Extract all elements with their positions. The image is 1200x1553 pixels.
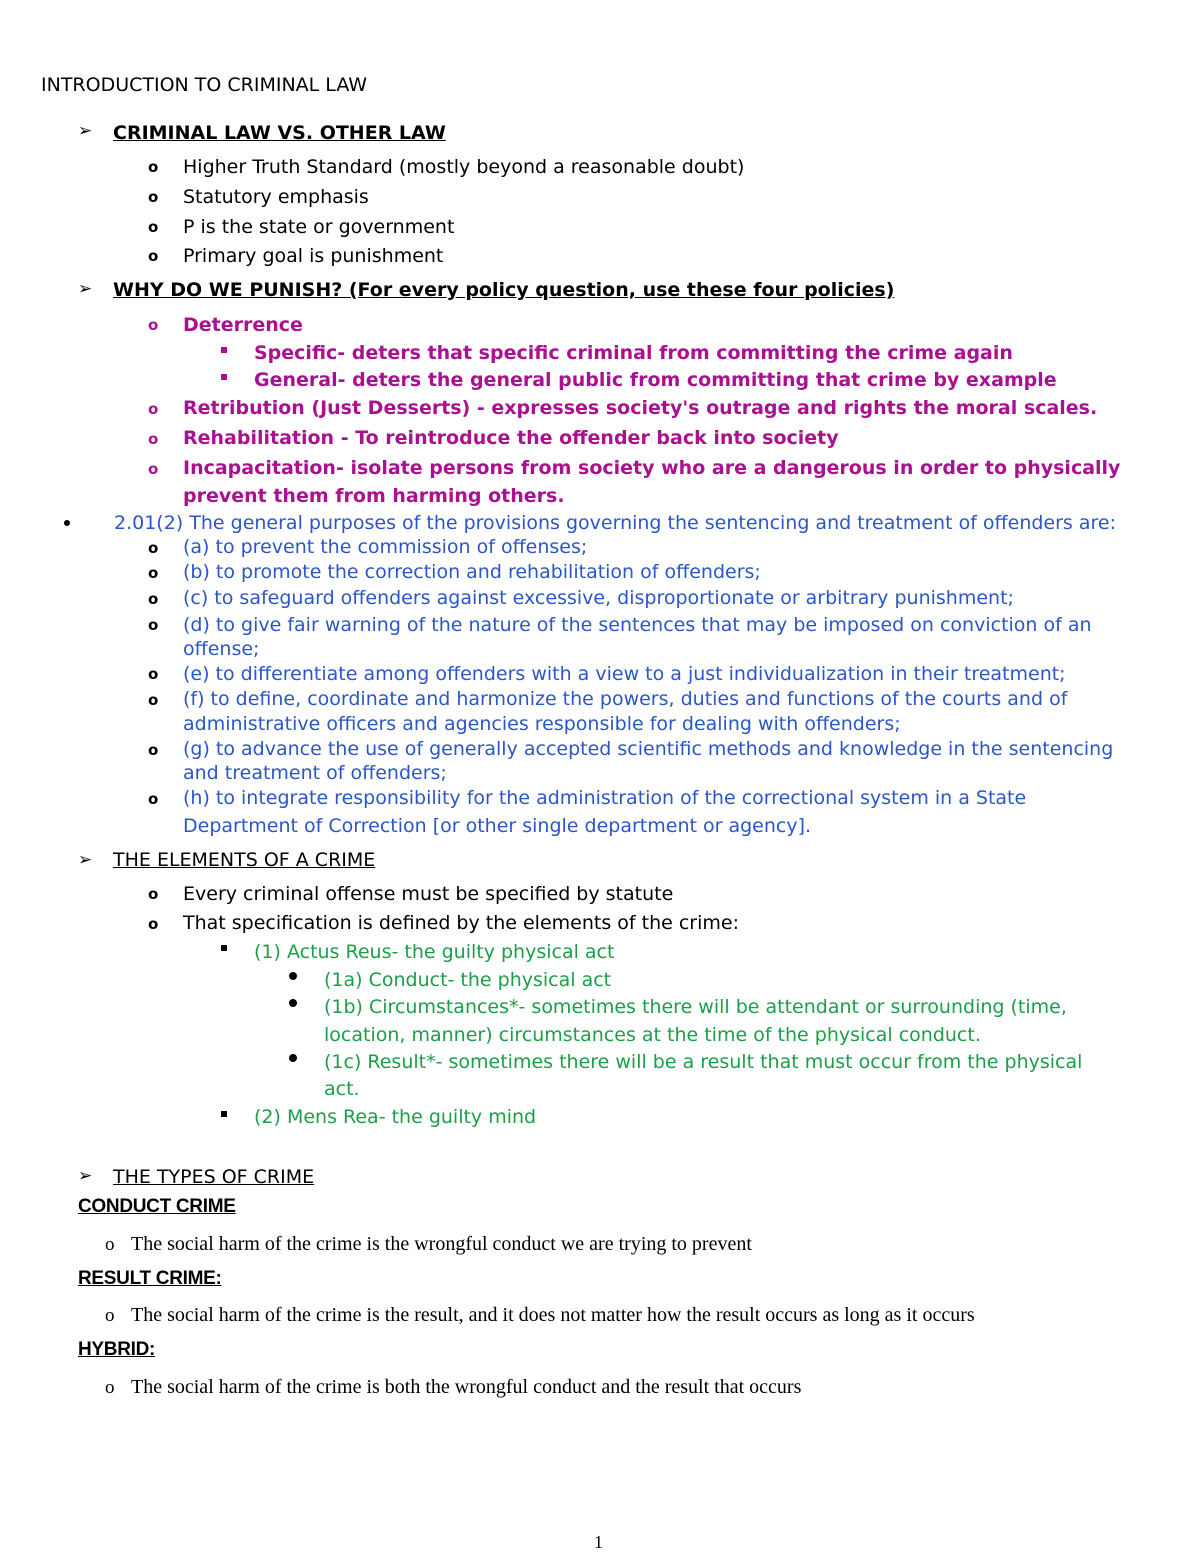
arrow-bullet-icon: ➢ <box>78 121 93 141</box>
list-item-specific: Specific- deters that specific criminal from committing the crime again <box>254 342 1013 364</box>
arrow-bullet-icon: ➢ <box>78 1166 93 1186</box>
list-item-retribution: Retribution (Just Desserts) - expresses society's outrage and rights the moral scales. <box>183 397 1098 419</box>
section-heading-elements: THE ELEMENTS OF A CRIME <box>113 849 376 871</box>
arrow-bullet-icon: ➢ <box>78 850 93 870</box>
o-bullet-icon: o <box>148 885 159 903</box>
mpc-item-cont: and treatment of offenders; <box>183 762 447 784</box>
element-mens-rea: (2) Mens Rea- the guilty mind <box>254 1106 537 1128</box>
element-conduct: (1a) Conduct- the physical act <box>324 969 612 991</box>
list-item-incapacitation-cont: prevent them from harming others. <box>183 485 565 507</box>
element-circumstances-cont: location, manner) circumstances at the time of the physical conduct. <box>324 1024 981 1046</box>
element-result-cont: act. <box>324 1078 360 1100</box>
square-bullet-icon <box>221 374 227 380</box>
list-item-deterrence: Deterrence <box>183 314 303 336</box>
conduct-crime-text: The social harm of the crime is the wrongful conduct we are trying to prevent <box>131 1233 752 1255</box>
conduct-crime-heading: CONDUCT CRIME <box>78 1196 236 1217</box>
round-bullet-icon <box>289 972 297 980</box>
list-item: Every criminal offense must be specified by statute <box>183 883 674 905</box>
o-bullet-icon: o <box>148 691 159 709</box>
page-number: 1 <box>594 1532 603 1552</box>
mpc-item: (h) to integrate responsibility for the administration of the correctional system in a State <box>183 787 1027 809</box>
o-bullet-icon: o <box>148 616 159 634</box>
square-bullet-icon <box>221 945 227 951</box>
o-bullet-icon: o <box>148 400 159 418</box>
o-bullet-icon: o <box>148 430 159 448</box>
mpc-item: (e) to differentiate among offenders with a view to a just individualization in their treatment; <box>183 663 1066 685</box>
round-bullet-icon <box>64 520 70 526</box>
page-title: INTRODUCTION TO CRIMINAL LAW <box>41 74 368 96</box>
o-bullet-icon: o <box>148 460 159 478</box>
list-item-incapacitation: Incapacitation- isolate persons from society who are a dangerous in order to physically <box>183 457 1121 479</box>
o-bullet-icon: o <box>148 564 159 582</box>
square-bullet-icon <box>221 347 227 353</box>
o-bullet-icon: o <box>148 590 159 608</box>
o-bullet-icon: o <box>148 218 159 236</box>
mpc-item-cont: Department of Correction [or other single department or agency]. <box>183 815 812 837</box>
o-bullet-icon: o <box>148 188 159 206</box>
section-heading-types: THE TYPES OF CRIME <box>113 1166 315 1188</box>
list-item: Primary goal is punishment <box>183 245 444 267</box>
o-bullet-icon: o <box>148 158 159 176</box>
mpc-item: (d) to give fair warning of the nature of the sentences that may be imposed on conviction of an <box>183 614 1092 636</box>
list-item: Statutory emphasis <box>183 186 369 208</box>
o-bullet-icon: o <box>105 1234 115 1255</box>
list-item-general: General- deters the general public from committing that crime by example <box>254 369 1057 391</box>
list-item: P is the state or government <box>183 216 455 238</box>
mpc-item-cont: offense; <box>183 638 260 660</box>
mpc-item: (b) to promote the correction and rehabilitation of offenders; <box>183 561 761 583</box>
list-item-rehabilitation: Rehabilitation - To reintroduce the offender back into society <box>183 427 839 449</box>
hybrid-text: The social harm of the crime is both the wrongful conduct and the result that occurs <box>131 1376 802 1398</box>
o-bullet-icon: o <box>105 1377 115 1398</box>
element-actus-reus: (1) Actus Reus- the guilty physical act <box>254 941 615 963</box>
list-item: Higher Truth Standard (mostly beyond a reasonable doubt) <box>183 156 745 178</box>
result-crime-text: The social harm of the crime is the result, and it does not matter how the result occurs as long as it occurs <box>131 1304 975 1326</box>
o-bullet-icon: o <box>148 316 159 334</box>
o-bullet-icon: o <box>148 539 159 557</box>
o-bullet-icon: o <box>148 665 159 683</box>
element-circumstances: (1b) Circumstances*- sometimes there will be attendant or surrounding (time, <box>324 996 1067 1018</box>
square-bullet-icon <box>221 1111 227 1117</box>
o-bullet-icon: o <box>148 247 159 265</box>
o-bullet-icon: o <box>148 915 159 933</box>
mpc-item-cont: administrative officers and agencies responsible for dealing with offenders; <box>183 713 901 735</box>
round-bullet-icon <box>289 1054 297 1062</box>
hybrid-heading: HYBRID: <box>78 1339 156 1360</box>
element-result: (1c) Result*- sometimes there will be a result that must occur from the physical <box>324 1051 1083 1073</box>
round-bullet-icon <box>289 999 297 1007</box>
mpc-item: (g) to advance the use of generally accepted scientific methods and knowledge in the sentencing <box>183 738 1114 760</box>
mpc-intro: 2.01(2) The general purposes of the provisions governing the sentencing and treatment of offenders are: <box>114 512 1116 534</box>
mpc-item: (a) to prevent the commission of offenses; <box>183 536 588 558</box>
mpc-item: (f) to define, coordinate and harmonize the powers, duties and functions of the courts and of <box>183 688 1068 710</box>
o-bullet-icon: o <box>105 1305 115 1326</box>
mpc-item: (c) to safeguard offenders against excessive, disproportionate or arbitrary punishment; <box>183 587 1014 609</box>
section-heading-criminal-law: CRIMINAL LAW VS. OTHER LAW <box>113 122 446 144</box>
result-crime-heading: RESULT CRIME: <box>78 1268 222 1289</box>
list-item: That specification is defined by the elements of the crime: <box>183 912 739 934</box>
o-bullet-icon: o <box>148 741 159 759</box>
arrow-bullet-icon: ➢ <box>78 279 93 299</box>
section-heading-why-punish: WHY DO WE PUNISH? (For every policy question, use these four policies) <box>113 279 895 301</box>
o-bullet-icon: o <box>148 790 159 808</box>
